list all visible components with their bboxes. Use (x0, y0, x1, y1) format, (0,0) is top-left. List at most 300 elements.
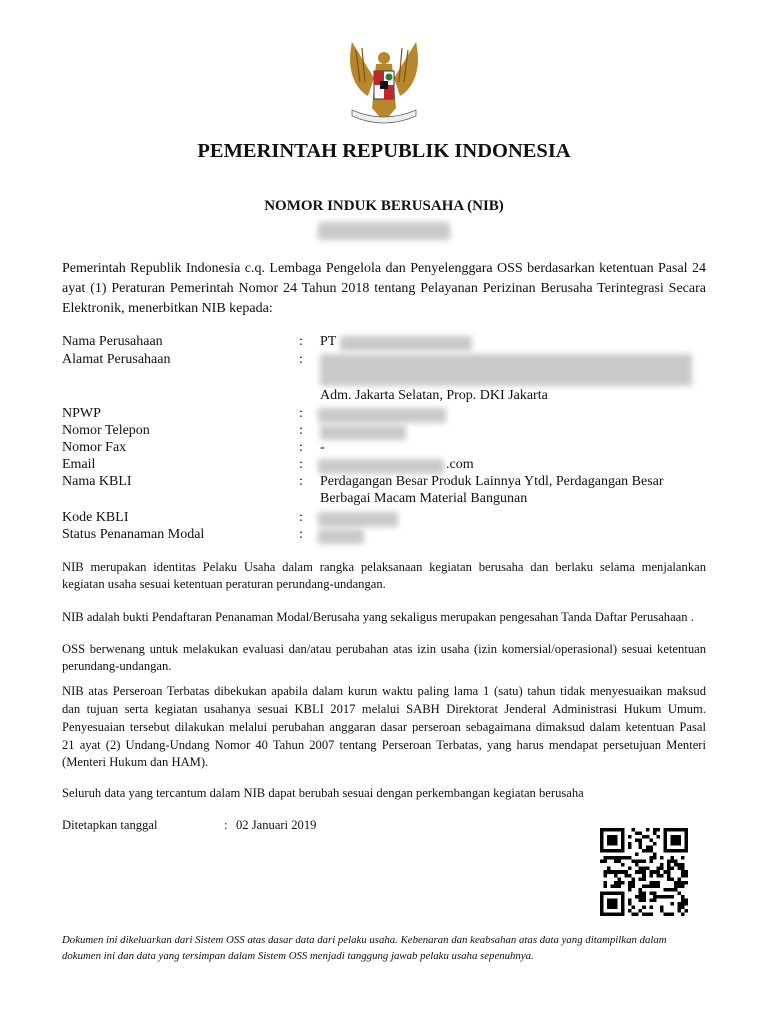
qr-module (681, 849, 685, 853)
qr-module (660, 895, 664, 899)
intro-line: Elektronik, menerbitkan NIB kepada: (62, 301, 273, 316)
qr-module (614, 891, 618, 895)
qr-module (628, 867, 632, 871)
qr-module (607, 867, 611, 871)
qr-module (628, 835, 632, 839)
qr-module (635, 853, 639, 857)
qr-module (642, 860, 646, 864)
qr-module (670, 849, 674, 853)
qr-module (614, 839, 618, 843)
intro-line: ayat (1) Peraturan Pemerintah Nomor 24 Tahun 2018 tentang Pelayanan Perizinan Berusaha Terintegrasi Secara (62, 281, 706, 296)
qr-module (614, 835, 618, 839)
qr-module (681, 874, 685, 878)
qr-module (618, 884, 622, 888)
qr-module (670, 828, 674, 832)
qr-module (667, 912, 671, 916)
field-colon: : (299, 510, 303, 525)
qr-module (639, 832, 643, 836)
qr-module (604, 860, 608, 864)
qr-module (681, 905, 685, 909)
qr-module (639, 870, 643, 874)
qr-module (653, 881, 657, 885)
field-colon: : (299, 474, 303, 489)
qr-module (649, 881, 653, 885)
qr-module (642, 835, 646, 839)
field-value-alamat: Adm. Jakarta Selatan, Prop. DKI Jakarta (320, 388, 548, 403)
qr-module (611, 842, 615, 846)
qr-module (621, 870, 625, 874)
qr-module (600, 839, 604, 843)
qr-module (614, 856, 618, 860)
qr-module (677, 867, 681, 871)
qr-module (660, 905, 664, 909)
qr-module (649, 891, 653, 895)
qr-module (684, 846, 688, 850)
qr-module (607, 828, 611, 832)
qr-module (639, 888, 643, 892)
paragraph-line: NIB merupakan identitas Pelaku Usaha dalam rangka pelaksanaan kegiatan berusaha dan berlaku selama menjalankan (62, 560, 706, 574)
qr-module (607, 905, 611, 909)
garuda-emblem-icon (346, 38, 422, 132)
qr-module (653, 870, 657, 874)
qr-module (684, 835, 688, 839)
qr-module (646, 912, 650, 916)
qr-module (621, 905, 625, 909)
qr-module (639, 842, 643, 846)
qr-module (656, 874, 660, 878)
qr-module (604, 870, 608, 874)
qr-module (628, 902, 632, 906)
qr-module (670, 856, 674, 860)
qr-module (674, 863, 678, 867)
qr-module (611, 870, 615, 874)
qr-module (681, 902, 685, 906)
qr-module (684, 842, 688, 846)
qr-module (621, 828, 625, 832)
qr-module (649, 839, 653, 843)
qr-module (653, 828, 657, 832)
qr-module (600, 849, 604, 853)
qr-module (639, 891, 643, 895)
qr-module (607, 839, 611, 843)
qr-module (670, 867, 674, 871)
qr-module (684, 839, 688, 843)
qr-module (621, 839, 625, 843)
qr-module (681, 895, 685, 899)
qr-module (611, 856, 615, 860)
qr-module (684, 849, 688, 853)
qr-module (621, 846, 625, 850)
qr-module (677, 863, 681, 867)
qr-module (649, 884, 653, 888)
qr-module (621, 856, 625, 860)
qr-module (646, 849, 650, 853)
qr-module (611, 905, 615, 909)
qr-module (674, 849, 678, 853)
qr-module (618, 849, 622, 853)
qr-module (677, 909, 681, 913)
qr-module (600, 832, 604, 836)
field-colon: : (299, 406, 303, 421)
npwp-redacted (318, 408, 446, 423)
qr-module (621, 863, 625, 867)
field-label-kode-kbli: Kode KBLI (62, 510, 129, 525)
qr-module (681, 870, 685, 874)
qr-module (611, 828, 615, 832)
qr-module (681, 828, 685, 832)
qr-module (621, 832, 625, 836)
qr-module (681, 856, 685, 860)
qr-module (646, 867, 650, 871)
qr-module (649, 849, 653, 853)
field-label-fax: Nomor Fax (62, 440, 127, 455)
qr-module (600, 860, 604, 864)
qr-module (674, 839, 678, 843)
field-value-fax: - (320, 440, 325, 455)
qr-module (656, 828, 660, 832)
qr-module (618, 870, 622, 874)
email-redacted (318, 459, 444, 474)
paragraph-line: Seluruh data yang tercantum dalam NIB dapat berubah sesuai dengan perkembangan kegiatan berusaha (62, 786, 584, 800)
qr-module (656, 895, 660, 899)
field-colon: : (299, 527, 303, 542)
qr-module (663, 888, 667, 892)
qr-module (628, 884, 632, 888)
qr-module (618, 828, 622, 832)
qr-module (632, 860, 636, 864)
qr-module (681, 867, 685, 871)
qr-module (646, 835, 650, 839)
qr-module (667, 828, 671, 832)
qr-module (642, 867, 646, 871)
qr-module (660, 867, 664, 871)
company-name-redacted (340, 336, 472, 351)
qr-module (670, 895, 674, 899)
qr-module (656, 870, 660, 874)
qr-module (646, 828, 650, 832)
qr-module (660, 909, 664, 913)
qr-module (663, 846, 667, 850)
qr-module (600, 895, 604, 899)
qr-module (677, 881, 681, 885)
qr-module (653, 842, 657, 846)
qr-module (625, 874, 629, 878)
qr-module (611, 884, 615, 888)
qr-module (635, 912, 639, 916)
qr-module (632, 905, 636, 909)
qr-module (653, 884, 657, 888)
qr-module (656, 835, 660, 839)
phone-redacted (320, 425, 406, 440)
qr-module (684, 874, 688, 878)
qr-module (628, 842, 632, 846)
qr-module (670, 902, 674, 906)
qr-module (656, 884, 660, 888)
qr-module (653, 898, 657, 902)
qr-module (667, 867, 671, 871)
footer-disclaimer-line: dokumen ini dan data yang tersimpan dalam Sistem OSS menjadi tanggung jawab pelaku usaha sepenuhnya. (62, 950, 534, 962)
paragraph-line: 21 ayat (2) Undang-Undang Nomor 40 Tahun 2007 tentang Perseroan Terbatas, yang harus mendapat persetujuan Menteri (62, 738, 706, 752)
qr-module (677, 828, 681, 832)
qr-module (677, 849, 681, 853)
qr-module (618, 891, 622, 895)
field-colon: : (299, 440, 303, 455)
field-colon: : (299, 423, 303, 438)
qr-module (611, 849, 615, 853)
qr-module (618, 856, 622, 860)
qr-module (618, 860, 622, 864)
qr-module (677, 839, 681, 843)
qr-module (635, 860, 639, 864)
qr-module (607, 856, 611, 860)
qr-module (604, 849, 608, 853)
nib-number-redacted (318, 222, 450, 240)
qr-module (607, 842, 611, 846)
qr-module (604, 874, 608, 878)
field-label-status-modal: Status Penanaman Modal (62, 527, 205, 542)
qr-module (614, 905, 618, 909)
qr-module (667, 860, 671, 864)
field-label-alamat: Alamat Perusahaan (62, 352, 171, 367)
address-redacted (320, 354, 692, 386)
qr-module (653, 832, 657, 836)
qr-module (621, 895, 625, 899)
qr-module (674, 888, 678, 892)
qr-module (684, 870, 688, 874)
qr-module (639, 846, 643, 850)
qr-module (639, 839, 643, 843)
qr-module (611, 902, 615, 906)
qr-module (614, 898, 618, 902)
qr-module (639, 909, 643, 913)
qr-module (628, 888, 632, 892)
field-value-nama-kbli: Berbagai Macam Material Bangunan (320, 491, 528, 506)
qr-module (667, 863, 671, 867)
qr-module (600, 912, 604, 916)
qr-module (660, 874, 664, 878)
qr-module (639, 898, 643, 902)
qr-module (600, 828, 604, 832)
qr-module (600, 846, 604, 850)
qr-module (635, 863, 639, 867)
document-subtitle: NOMOR INDUK BERUSAHA (NIB) (264, 198, 504, 214)
qr-module (681, 881, 685, 885)
qr-module (628, 909, 632, 913)
qr-module (607, 891, 611, 895)
qr-module (663, 832, 667, 836)
qr-module (670, 842, 674, 846)
qr-code-icon (600, 828, 688, 916)
qr-module (684, 898, 688, 902)
qr-module (628, 898, 632, 902)
qr-module (621, 902, 625, 906)
qr-module (611, 839, 615, 843)
qr-module (621, 881, 625, 885)
qr-module (628, 846, 632, 850)
qr-module (653, 853, 657, 857)
qr-module (667, 870, 671, 874)
qr-module (649, 905, 653, 909)
qr-module (684, 909, 688, 913)
qr-module (670, 877, 674, 881)
qr-module (635, 870, 639, 874)
qr-module (614, 860, 618, 864)
field-value-email: .com (446, 457, 474, 472)
qr-module (649, 846, 653, 850)
footer-disclaimer-line: Dokumen ini dikeluarkan dari Sistem OSS atas dasar data dari pelaku usaha. Kebenaran dan keabsahan atas data yang ditampilkan dalam (62, 934, 667, 946)
qr-module (628, 856, 632, 860)
qr-module (607, 898, 611, 902)
qr-module (642, 895, 646, 899)
page-title: PEMERINTAH REPUBLIK INDONESIA (197, 140, 571, 162)
qr-module (600, 909, 604, 913)
paragraph-line: kegiatan usaha sesuai ketentuan peraturan perundang-undangan. (62, 577, 386, 591)
qr-module (677, 884, 681, 888)
qr-module (600, 898, 604, 902)
field-label-telepon: Nomor Telepon (62, 423, 150, 438)
qr-module (614, 874, 618, 878)
qr-module (642, 912, 646, 916)
qr-module (642, 870, 646, 874)
qr-module (646, 884, 650, 888)
issued-colon: : (224, 818, 228, 832)
qr-module (667, 849, 671, 853)
paragraph-line: perundang-undangan. (62, 659, 172, 673)
qr-module (614, 870, 618, 874)
qr-module (670, 888, 674, 892)
qr-module (667, 874, 671, 878)
intro-line: Pemerintah Republik Indonesia c.q. Lembaga Pengelola dan Penyelenggara OSS berdasarkan ketentuan Pasal 24 (62, 261, 706, 276)
qr-module (653, 856, 657, 860)
qr-module (639, 877, 643, 881)
qr-module (621, 849, 625, 853)
issued-label: Ditetapkan tanggal (62, 818, 158, 832)
qr-module (674, 884, 678, 888)
qr-module (614, 849, 618, 853)
qr-module (677, 835, 681, 839)
qr-module (642, 874, 646, 878)
qr-module (663, 912, 667, 916)
qr-module (632, 881, 636, 885)
qr-module (614, 881, 618, 885)
qr-module (621, 835, 625, 839)
qr-module (684, 902, 688, 906)
qr-module (639, 867, 643, 871)
qr-module (660, 856, 664, 860)
qr-module (653, 895, 657, 899)
qr-module (635, 895, 639, 899)
qr-module (611, 898, 615, 902)
field-value-nama-kbli: Perdagangan Besar Produk Lainnya Ytdl, Perdagangan Besar (320, 474, 664, 489)
qr-module (621, 912, 625, 916)
qr-module (656, 881, 660, 885)
qr-module (653, 891, 657, 895)
qr-module (621, 898, 625, 902)
qr-module (677, 891, 681, 895)
qr-module (649, 870, 653, 874)
field-colon: : (299, 352, 303, 367)
qr-module (677, 905, 681, 909)
qr-module (663, 835, 667, 839)
qr-module (600, 842, 604, 846)
qr-module (611, 835, 615, 839)
qr-module (649, 898, 653, 902)
qr-module (600, 835, 604, 839)
qr-module (684, 832, 688, 836)
qr-module (649, 860, 653, 864)
qr-module (614, 828, 618, 832)
qr-module (642, 891, 646, 895)
qr-module (674, 828, 678, 832)
qr-module (607, 870, 611, 874)
qr-module (607, 835, 611, 839)
qr-module (663, 849, 667, 853)
qr-module (649, 912, 653, 916)
paragraph-line: NIB adalah bukti Pendaftaran Penanaman Modal/Berusaha yang sekaligus merupakan pengesahan Tanda Daftar Perusahaan . (62, 610, 694, 624)
qr-module (660, 863, 664, 867)
field-colon: : (299, 457, 303, 472)
paragraph-line: Penyesuaian tersebut dilakukan melalui perubahan anggaran dasar perseroan sebagaimana dimaksud dalam ketentuan Pasal (62, 720, 706, 734)
qr-module (642, 898, 646, 902)
field-label-email: Email (62, 457, 96, 472)
field-label-nama-kbli: Nama KBLI (62, 474, 132, 489)
paragraph-line: dan tujuan serta kegiatan usahanya sesuai KBLI 2017 melalui SABH Direktorat Jenderal Administrasi Hukum Umum. (62, 702, 706, 716)
qr-module (667, 895, 671, 899)
qr-module (621, 891, 625, 895)
qr-module (604, 884, 608, 888)
qr-module (618, 877, 622, 881)
qr-module (604, 828, 608, 832)
qr-module (677, 877, 681, 881)
qr-module (611, 912, 615, 916)
qr-module (642, 884, 646, 888)
qr-module (625, 870, 629, 874)
qr-module (621, 909, 625, 913)
qr-module (656, 867, 660, 871)
qr-module (607, 912, 611, 916)
qr-module (674, 860, 678, 864)
qr-module (632, 828, 636, 832)
qr-module (614, 912, 618, 916)
qr-module (625, 856, 629, 860)
paragraph-line: NIB atas Perseroan Terbatas dibekukan apabila dalam kurun waktu paling lama 1 (satu) tahun tidak menyesuaikan maksud (62, 684, 706, 698)
qr-module (600, 891, 604, 895)
qr-module (614, 902, 618, 906)
qr-module (600, 902, 604, 906)
field-colon: : (299, 334, 303, 349)
qr-module (670, 912, 674, 916)
field-label-nama-perusahaan: Nama Perusahaan (62, 334, 163, 349)
qr-module (674, 835, 678, 839)
qr-module (670, 835, 674, 839)
qr-module (681, 912, 685, 916)
qr-module (663, 828, 667, 832)
issued-date: 02 Januari 2019 (236, 818, 317, 832)
qr-module (639, 860, 643, 864)
qr-module (642, 877, 646, 881)
qr-module (614, 884, 618, 888)
qr-module (621, 842, 625, 846)
kode-kbli-redacted (318, 512, 398, 527)
qr-module (663, 895, 667, 899)
qr-module (670, 860, 674, 864)
qr-module (614, 842, 618, 846)
status-modal-redacted (318, 529, 364, 544)
qr-module (684, 881, 688, 885)
qr-module (642, 905, 646, 909)
qr-module (604, 881, 608, 885)
qr-module (677, 842, 681, 846)
